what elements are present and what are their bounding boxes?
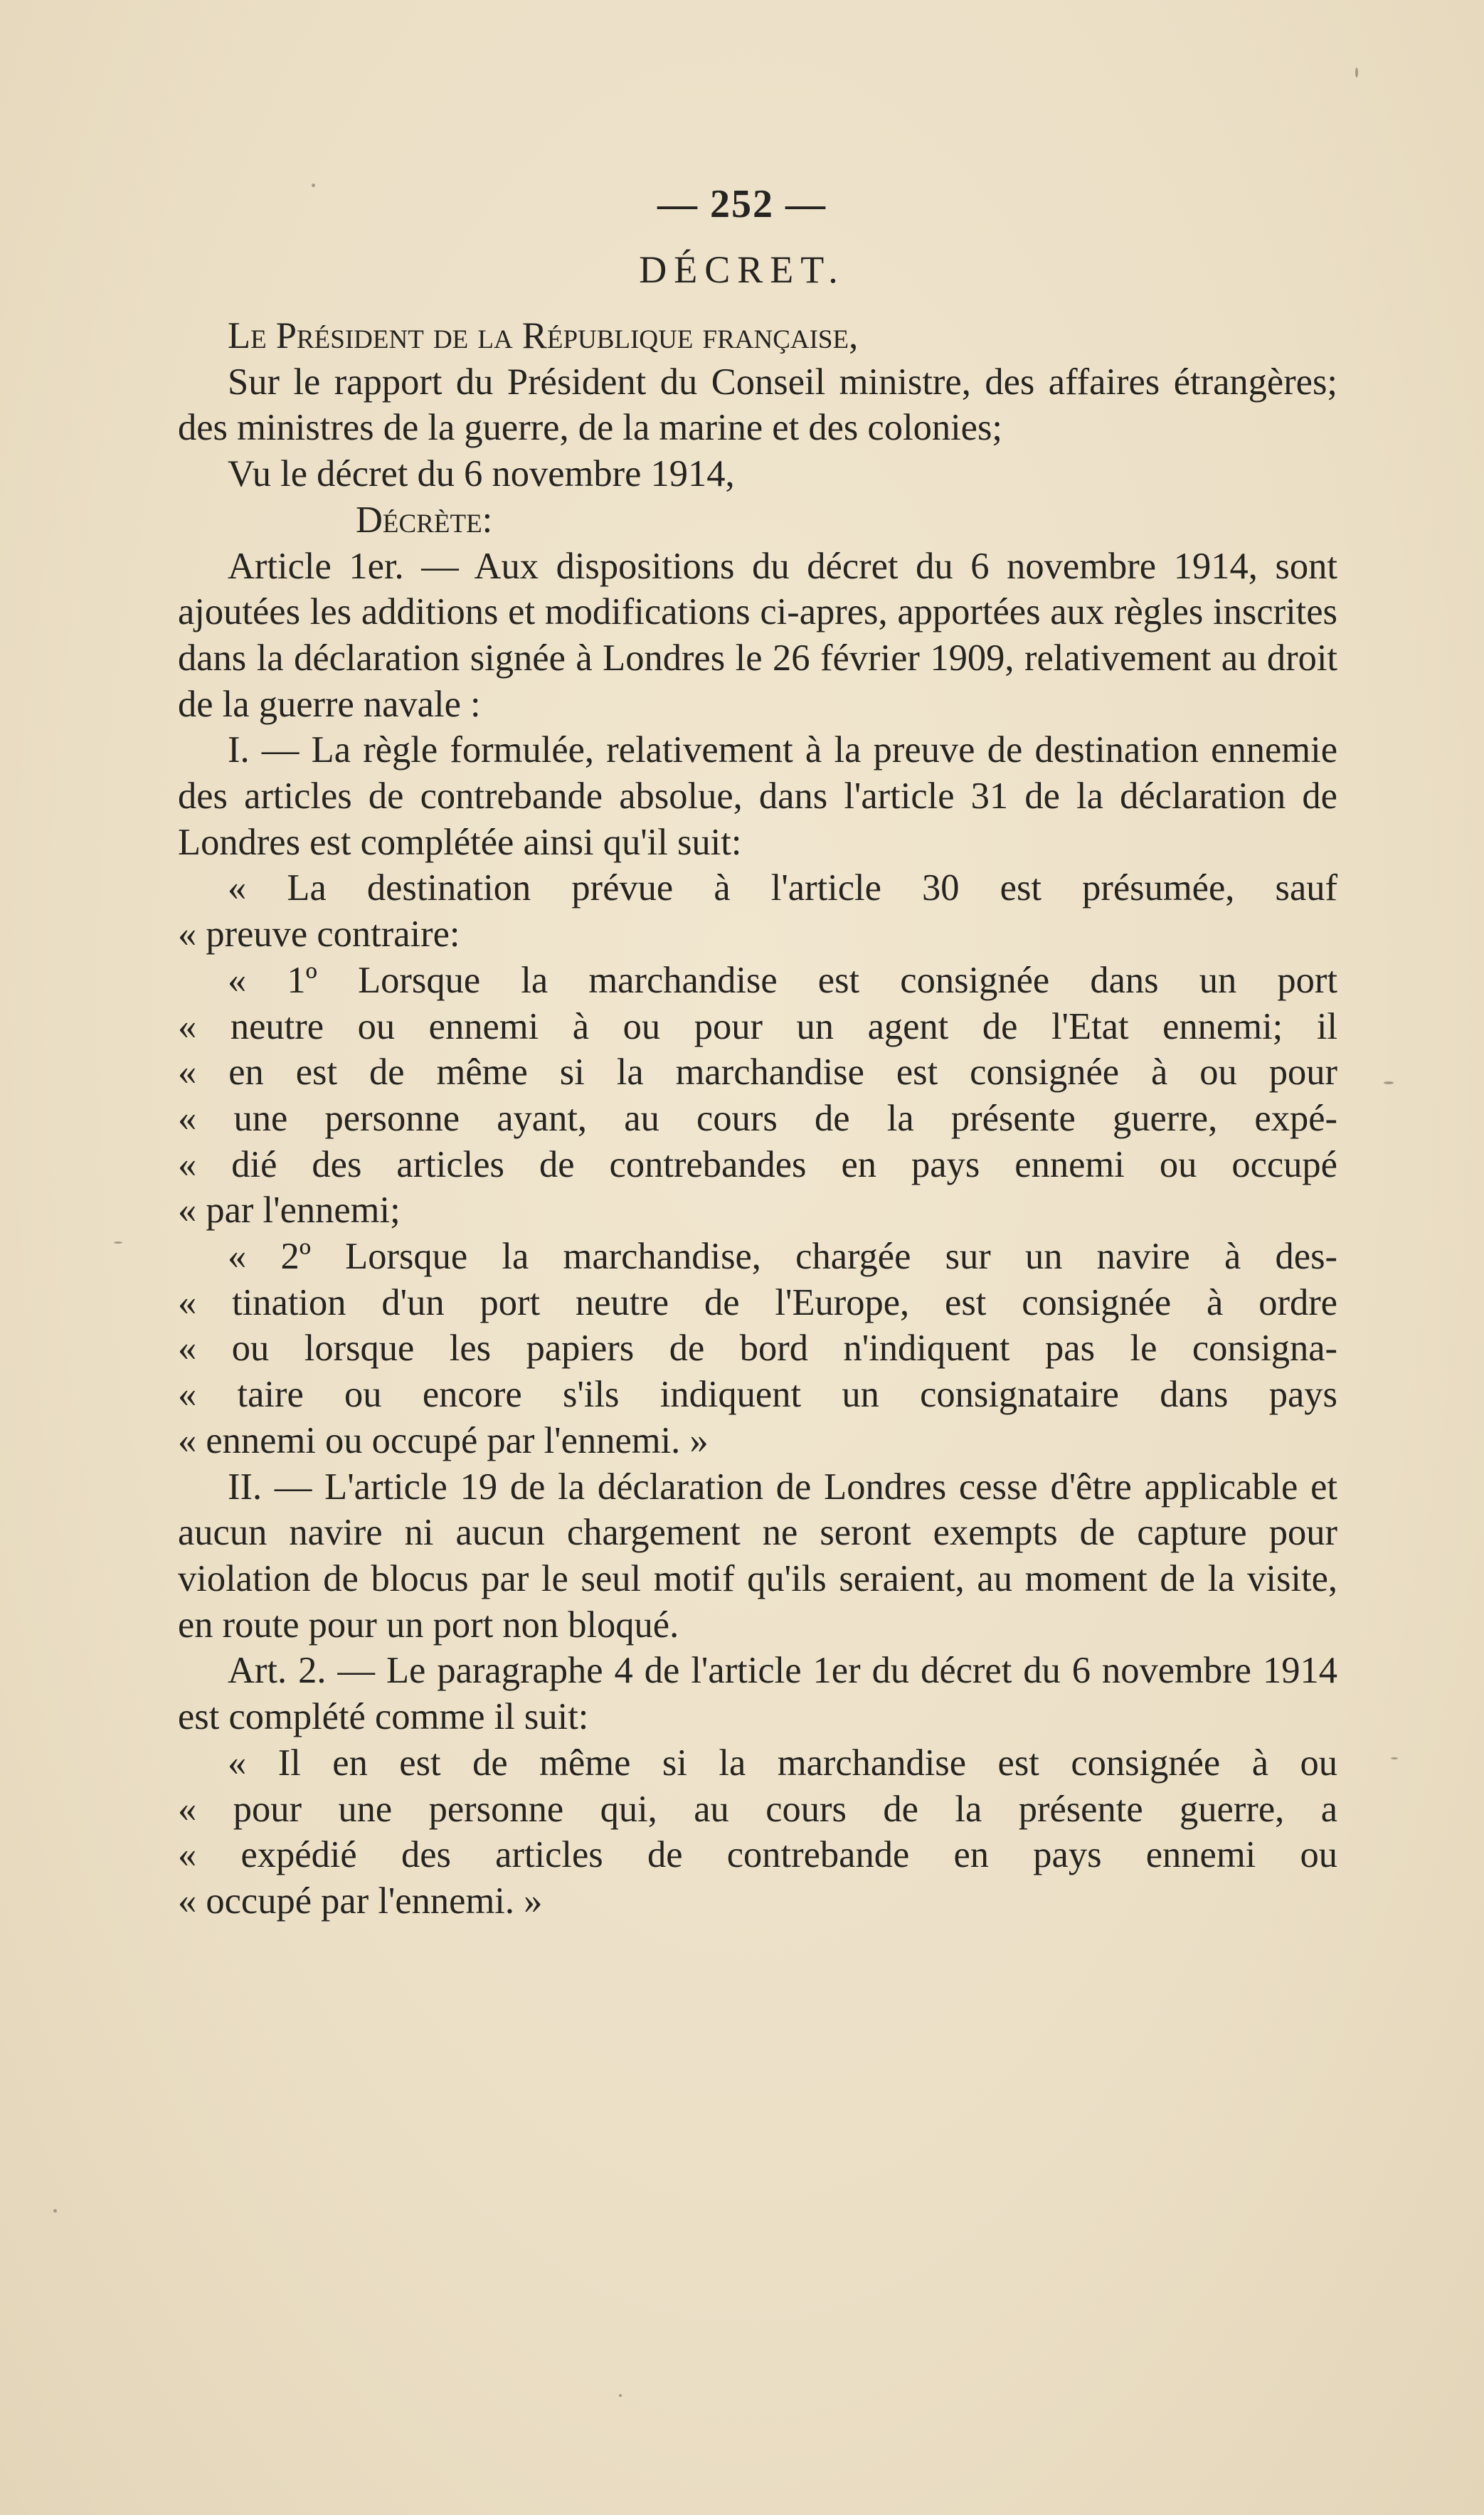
- paper-speck: [619, 2394, 622, 2397]
- quote-line: « expédié des articles de contrebande en pays ennemi ou: [178, 1834, 1337, 1876]
- quote-line: « preuve contraire:: [178, 914, 460, 955]
- consideration-report: Sur le rapport du Président du Conseil ministre, des affaires étrangères; des ministres de la guerre, de la marine et des colonies;: [178, 361, 1337, 449]
- quote-line: « ou lorsque les papiers de bord n'indiquent pas le consigna-: [178, 1328, 1337, 1370]
- quote-line: « tination d'un port neutre de l'Europe, est consignée à ordre: [178, 1281, 1337, 1323]
- paper-speck: [312, 184, 315, 187]
- decree-body: [178, 313, 1337, 1924]
- quote-block-1: [178, 865, 1337, 1463]
- paper-speck: [53, 2209, 57, 2213]
- quote-line: « 1º Lorsque la marchandise est consignée dans un port: [228, 959, 1337, 1001]
- paper-speck: [1384, 1081, 1394, 1084]
- paper-speck: [114, 1241, 122, 1244]
- quote-line: « en est de même si la marchandise est consignée à ou pour: [178, 1052, 1337, 1094]
- quote-line: « par l'ennemi;: [178, 1190, 401, 1232]
- paper-speck: [1391, 1757, 1398, 1759]
- section1-intro: I. — La règle formulée, relativement à la preuve de destination ennemie des articles de contrebande absolue, dans l'article 31 de la déclaration de Londres est complétée ainsi qu'il suit:: [178, 729, 1337, 863]
- article1-intro: Article 1er. — Aux dispositions du décret du 6 novembre 1914, sont ajoutées les additions et modifications ci-apres, apportées aux règles inscrites dans la déclaration signée à Londres le 26 février 1909, relativement au droit de la guerre navale :: [178, 545, 1337, 725]
- quote-line: « dié des articles de contrebandes en pays ennemi ou occupé: [178, 1143, 1337, 1185]
- paper-speck: [1355, 68, 1358, 78]
- quote-line: « La destination prévue à l'article 30 est présumée, sauf: [228, 867, 1337, 909]
- section2-text: II. — L'article 19 de la déclaration de Londres cesse d'être applicable et aucun navire ni aucun chargement ne seront exempts de capture pour violation de blocus par le seul motif qu'ils seraient, au moment de la visite, en route pour un port non bloqué.: [178, 1466, 1337, 1646]
- quote-line: « pour une personne qui, au cours de la présente guerre, a: [178, 1788, 1337, 1830]
- quote-line: « neutre ou ennemi à ou pour un agent de l'Etat ennemi; il: [178, 1005, 1337, 1047]
- article2-intro: Art. 2. — Le paragraphe 4 de l'article 1er du décret du 6 novembre 1914 est complété comme il suit:: [178, 1650, 1337, 1738]
- quote-line: « Il en est de même si la marchandise est consignée à ou: [228, 1742, 1337, 1784]
- document-title: DÉCRET.: [639, 248, 845, 291]
- quote-line: « 2º Lorsque la marchandise, chargée sur un navire à des-: [228, 1236, 1337, 1278]
- consideration-decree: Vu le décret du 6 novembre 1914,: [228, 453, 735, 495]
- quote-line: « taire ou encore s'ils indiquent un consignataire dans pays: [178, 1374, 1337, 1416]
- president-line: Le Président de la République française,: [228, 315, 859, 356]
- quote-line: « occupé par l'ennemi. »: [178, 1880, 543, 1922]
- quote-line: « une personne ayant, au cours de la présente guerre, expé-: [178, 1097, 1337, 1139]
- decrete-heading: Décrète:: [356, 499, 493, 541]
- quote-line: « ennemi ou occupé par l'ennemi. »: [178, 1419, 709, 1461]
- page-number: — 252 —: [657, 182, 827, 226]
- quote-block-2: [178, 1740, 1337, 1924]
